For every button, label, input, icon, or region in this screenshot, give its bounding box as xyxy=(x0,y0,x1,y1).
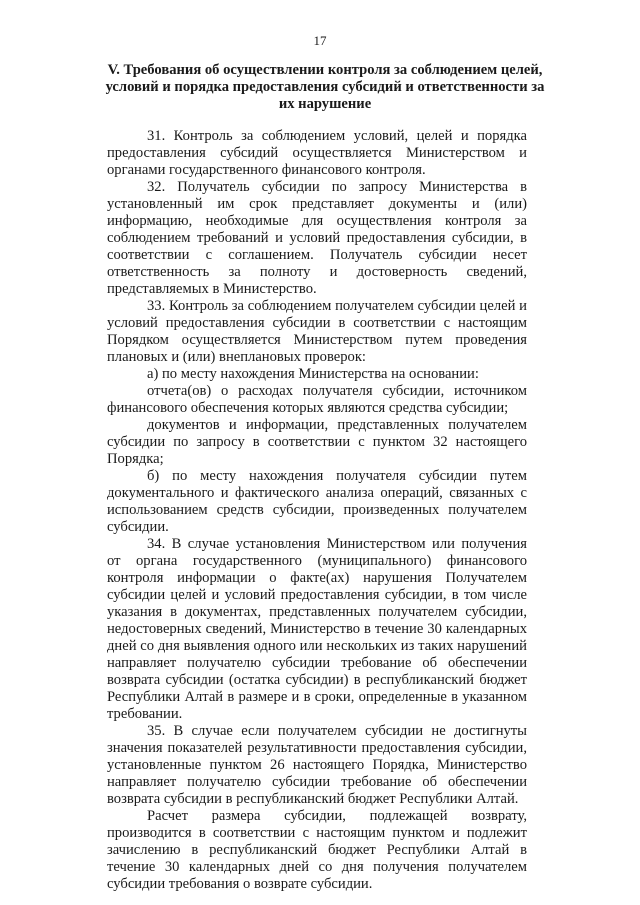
paragraph-32: 32. Получатель субсидии по запросу Министерства в установленный им срок представляет документы и (или) информацию, необходимые для осуществления контроля за соблюдением требований и условий предоставления субсидии, в соответствии с соглашением. Получатель субсидии несет ответственность за полноту и достоверность сведений, представляемых в Министерство. xyxy=(107,179,527,297)
paragraph-33-item-a-reports: отчета(ов) о расходах получателя субсидии, источником финансового обеспечения которых являются средства субсидии; xyxy=(107,383,527,416)
paragraph-35: 35. В случае если получателем субсидии не достигнуты значения показателей результативности предоставления субсидии, установленные пунктом 26 настоящего Порядка, Министерство направляет получателю субсидии требование об обеспечении возврата субсидии в республиканский бюджет Республики Алтай. xyxy=(107,723,527,807)
paragraph-33-item-b: б) по месту нахождения получателя субсидии путем документального и фактического анализа операций, связанных с использованием средств субсидии, произведенных получателем субсидии. xyxy=(107,468,527,535)
paragraph-35-calculation: Расчет размера субсидии, подлежащей возврату, производится в соответствии с настоящим пунктом и подлежит зачислению в республиканский бюджет Республики Алтай в течение 30 календарных дней со дня получения получателем субсидии требования о возврате субсидии. xyxy=(107,808,527,892)
paragraph-31: 31. Контроль за соблюдением условий, целей и порядка предоставления субсидий осуществляется Министерством и органами государственного финансового контроля. xyxy=(107,128,527,178)
document-body xyxy=(107,128,527,893)
paragraph-33-item-a: а) по месту нахождения Министерства на основании: xyxy=(147,366,479,382)
section-title: V. Требования об осуществлении контроля за соблюдением целей, условий и порядка предоставления субсидий и ответственности за их нарушение xyxy=(105,62,545,112)
paragraph-33: 33. Контроль за соблюдением получателем субсидии целей и условий предоставления субсидии в соответствии с настоящим Порядком осуществляется Министерством путем проведения плановых и (или) внеплановых проверок: xyxy=(107,298,527,365)
paragraph-33-item-a-documents: документов и информации, представленных получателем субсидии по запросу в соответствии с пунктом 32 настоящего Порядка; xyxy=(107,417,527,467)
page-number: 17 xyxy=(313,33,327,48)
paragraph-34: 34. В случае установления Министерством или получения от органа государственного (муниципального) финансового контроля информации о факте(ах) нарушения Получателем субсидии целей и условий предоставления субсидии, в том числе указания в документах, представленных получателем субсидии, недостоверных сведений, Министерство в течение 30 календарных дней со дня выявления одного или нескольких из таких нарушений направляет получателю субсидии требование об обеспечении возврата субсидии (остатка субсидии) в республиканский бюджет Республики Алтай в размере и в сроки, определенные в указанном требовании. xyxy=(107,536,527,722)
